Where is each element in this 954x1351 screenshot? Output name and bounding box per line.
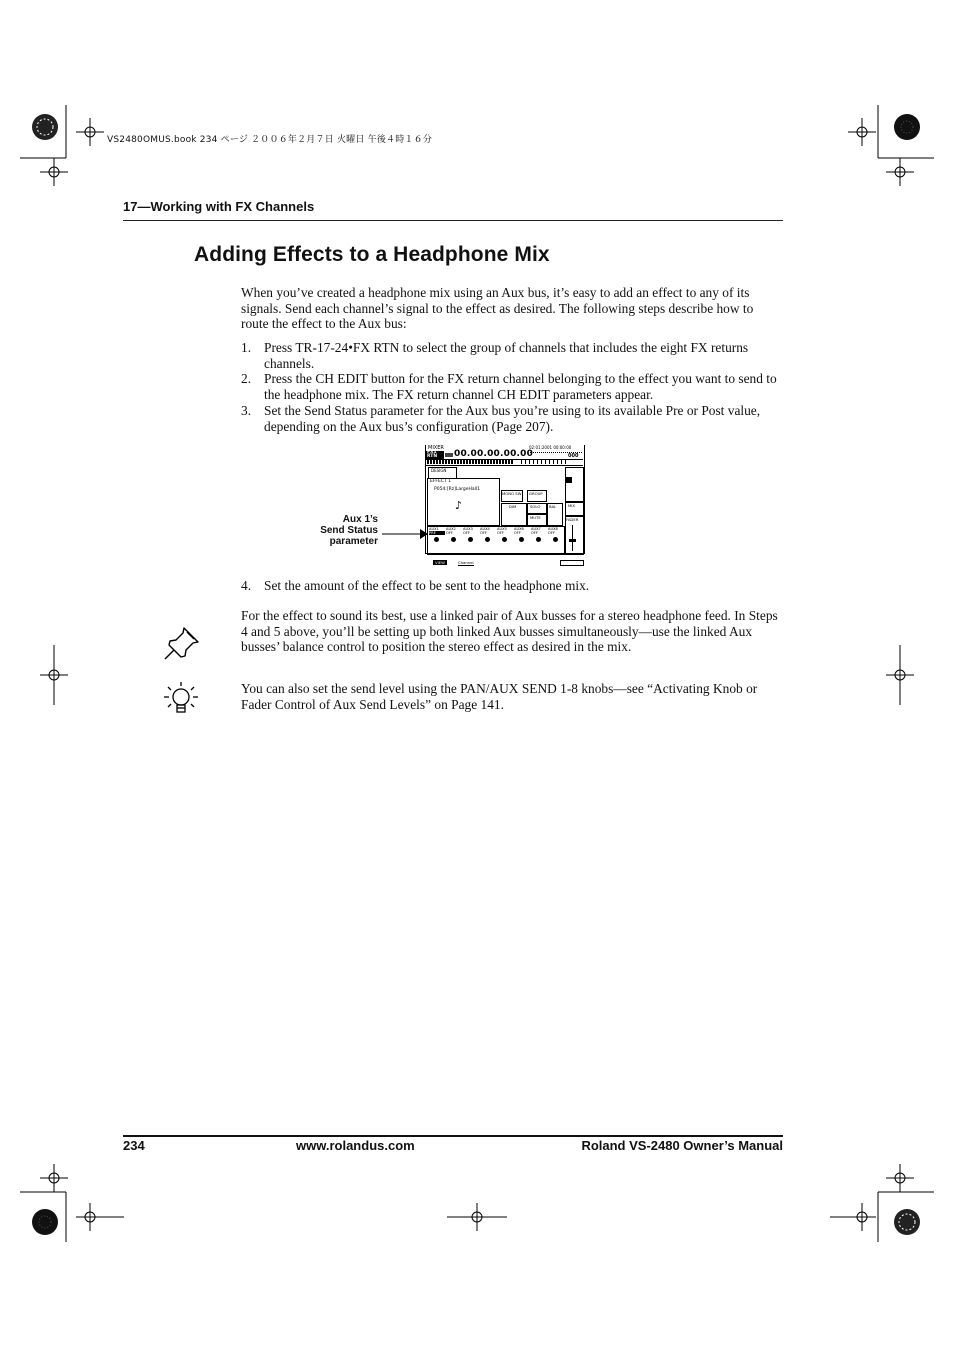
screen-effect-label: EFFECT 1 [430,479,452,484]
screen-mono-sw: MONO SW [502,491,522,496]
pushpin-icon [160,622,202,664]
aux-knob-icon [536,537,541,542]
aux-knob-icon [519,537,524,542]
intro-paragraph: When you’ve created a headphone mix using an Aux bus, it’s easy to add an effect to any of its signals. Send each channel’s signal to the effect as desired. The following steps describe how to route the effect to the Aux bus: [241,285,754,332]
running-head: 17—Working with FX Channels [123,199,315,214]
aux-knob-icon [485,537,490,542]
callout-arrow [382,528,428,540]
note-tip-text: You can also set the send level using the PAN/AUX SEND 1-8 knobs—see “Activating Knob or Fader Control of Aux Send Levels” on Page 141. [241,681,758,712]
screen-mute: MUTE [530,515,541,520]
mixer-screenshot [425,445,585,567]
step-4 [241,578,786,596]
screen-fader-slider [572,525,573,551]
screen-tab-view: VIEW [435,560,445,565]
aux-send: AUX4 OFF [480,527,496,542]
callout-line: Send Status [320,525,378,536]
screen-design: DESIGN [431,468,447,473]
step-text: Press the CH EDIT button for the FX return channel belonging to the effect you want to send to the headphone mix. The FX return channel CH EDIT parameters appear. [264,371,777,402]
step-1 [241,340,786,372]
aux-knob-icon [434,537,439,542]
aux-knob-icon [451,537,456,542]
aux-send-row [429,527,563,553]
aux-send: AUX3 OFF [463,527,479,542]
aux-knob-icon [553,537,558,542]
screen-effect-name: P054:[Rz]LargeHall1 [434,487,480,492]
page-number: 234 [123,1138,145,1153]
aux-send: AUX1 PRE [429,527,445,542]
callout-line: Aux 1’s [342,514,378,525]
aux-knob-icon [468,537,473,542]
screen-mix: MIX [568,503,575,508]
screen-marker: 000 [568,453,579,459]
screen-bal: BAL [549,504,557,509]
step-number: 4. [241,578,252,593]
note-pushpin-text: For the effect to sound its best, use a linked pair of Aux busses for a stereo headphone feed. In Steps 4 and 5 above, you’ll be setting up both linked Aux busses simultaneously—use the linked Aux busses’ balance control to position the stereo effect as desired in the mix. [241,608,778,655]
registration-target-icon [32,114,920,1235]
step-number: 1. [241,340,252,355]
figure-callout [300,514,378,547]
screen-group: GROUP [529,491,543,496]
screen-mode: MIXER [428,445,444,451]
step-text: Set the amount of the effect to be sent to the headphone mix. [264,578,590,593]
aux-send: AUX7 OFF [531,527,547,542]
aux-send: AUX6 OFF [514,527,530,542]
step-number: 2. [241,371,252,386]
lightbulb-icon [160,680,202,722]
screen-channel: FX1 RTN [427,450,438,459]
step-number: 3. [241,403,252,418]
step-text: Set the Send Status parameter for the Aux bus you’re using to its available Pre or Post value, depending on the Aux bus’s configuration (Page 207). [264,403,761,434]
header-rule [123,220,783,221]
aux-send: AUX2 OFF [446,527,462,542]
step-text: Press TR-17-24•FX RTN to select the group of channels that includes the eight FX returns channels. [264,340,749,371]
music-note-icon: ♪ [455,499,463,512]
step-2 [241,371,786,403]
screen-dim: DIM [509,504,517,509]
step-3 [241,403,786,435]
footer-url: www.rolandus.com [296,1138,415,1153]
screen-fader: FADER [566,517,579,522]
footer-manual-title: Roland VS-2480 Owner’s Manual [581,1138,783,1153]
screen-date: 02:01:2001 00:00:00 [529,445,572,450]
screen-tab-channel: Channel [458,560,474,565]
screen-solo: SOLO [530,504,541,509]
page-title: Adding Effects to a Headphone Mix [194,243,550,266]
footer-rule [123,1135,783,1137]
aux-send: AUX5 OFF [497,527,513,542]
screen-time: 00.00.00.00.00 [454,449,534,459]
print-slug: VS2480OMUS.book 234 ページ ２００６年２月７日 火曜日 午後４時１６分 [107,135,433,145]
callout-line: parameter [329,536,378,547]
aux-knob-icon [502,537,507,542]
aux-send: AUX8 OFF [548,527,564,542]
